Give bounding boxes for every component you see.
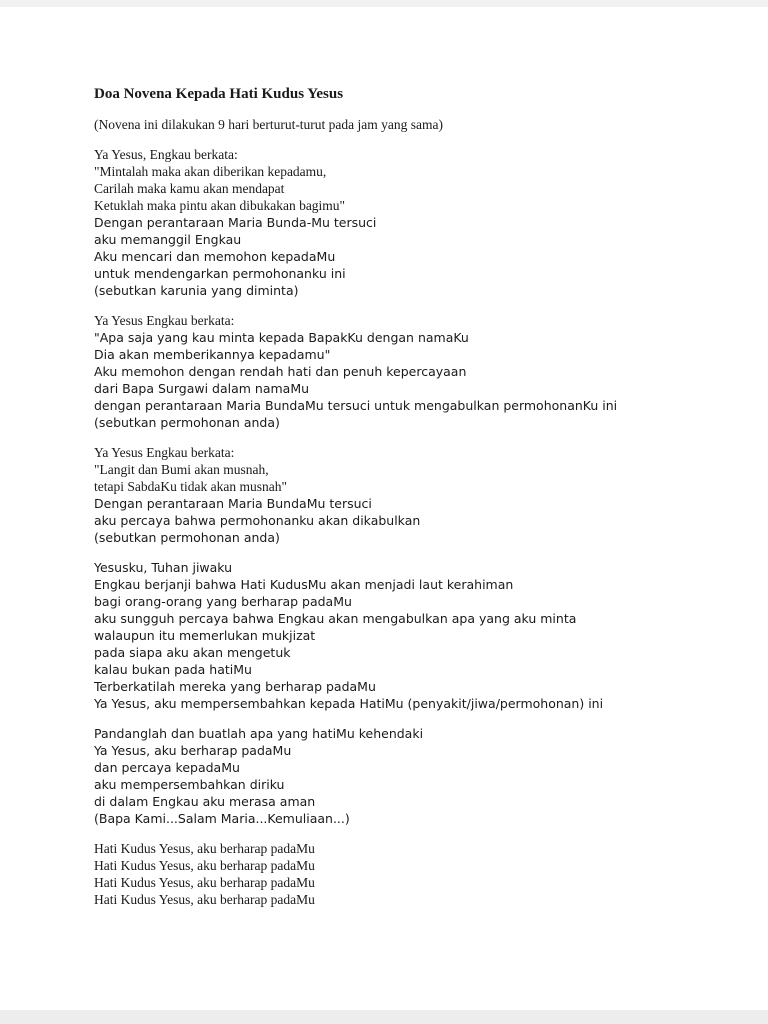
text-line: Hati Kudus Yesus, aku berharap padaMu bbox=[94, 875, 315, 890]
text-line: (Bapa Kami...Salam Maria...Kemuliaan...) bbox=[94, 811, 350, 826]
page-title: Doa Novena Kepada Hati Kudus Yesus bbox=[94, 86, 344, 102]
text-line: (sebutkan karunia yang diminta) bbox=[94, 283, 299, 298]
text-line: walaupun itu memerlukan mukjizat bbox=[94, 628, 316, 643]
text-line: Carilah maka kamu akan mendapat bbox=[94, 181, 285, 196]
document-content bbox=[94, 86, 712, 921]
stanza bbox=[94, 444, 712, 546]
text-line: aku percaya bahwa permohonanku akan dikabulkan bbox=[94, 513, 421, 528]
text-line: Ya Yesus, aku berharap padaMu bbox=[94, 743, 292, 758]
text-line: Aku memohon dengan rendah hati dan penuh kepercayaan bbox=[94, 364, 467, 379]
text-line: Ya Yesus, Engkau berkata: bbox=[94, 147, 238, 162]
text-line: Ya Yesus Engkau berkata: bbox=[94, 313, 235, 328]
text-line: "Apa saja yang kau minta kepada BapakKu dengan namaKu bbox=[94, 330, 469, 345]
text-line: tetapi SabdaKu tidak akan musnah" bbox=[94, 479, 287, 494]
text-line: Engkau berjanji bahwa Hati KudusMu akan menjadi laut kerahiman bbox=[94, 577, 514, 592]
text-line: pada siapa aku akan mengetuk bbox=[94, 645, 291, 660]
text-line: dari Bapa Surgawi dalam namaMu bbox=[94, 381, 310, 396]
text-line: Dia akan memberikannya kepadamu" bbox=[94, 347, 331, 362]
text-line: Hati Kudus Yesus, aku berharap padaMu bbox=[94, 841, 315, 856]
text-line: bagi orang-orang yang berharap padaMu bbox=[94, 594, 352, 609]
text-line: Ya Yesus Engkau berkata: bbox=[94, 445, 235, 460]
page-bottom-edge bbox=[0, 1010, 768, 1024]
text-line: dengan perantaraan Maria BundaMu tersuci untuk mengabulkan permohonanKu ini bbox=[94, 398, 618, 413]
text-line: aku memanggil Engkau bbox=[94, 232, 242, 247]
text-line: Hati Kudus Yesus, aku berharap padaMu bbox=[94, 858, 315, 873]
text-line: Ya Yesus, aku mempersembahkan kepada HatiMu (penyakit/jiwa/permohonan) ini bbox=[94, 696, 604, 711]
text-line: aku mempersembahkan diriku bbox=[94, 777, 285, 792]
text-line: Pandanglah dan buatlah apa yang hatiMu kehendaki bbox=[94, 726, 424, 741]
text-line: (sebutkan permohonan anda) bbox=[94, 530, 280, 545]
text-line: dan percaya kepadaMu bbox=[94, 760, 240, 775]
text-line: Dengan perantaraan Maria Bunda-Mu tersuci bbox=[94, 215, 377, 230]
text-line: Terberkatilah mereka yang berharap padaMu bbox=[94, 679, 376, 694]
stanza bbox=[94, 312, 712, 431]
text-line: Aku mencari dan memohon kepadaMu bbox=[94, 249, 336, 264]
text-line: untuk mendengarkan permohonanku ini bbox=[94, 266, 346, 281]
page-top-edge bbox=[0, 0, 768, 7]
text-line: Ketuklah maka pintu akan dibukakan bagimu" bbox=[94, 198, 346, 213]
text-line: Dengan perantaraan Maria BundaMu tersuci bbox=[94, 496, 372, 511]
text-line: "Mintalah maka akan diberikan kepadamu, bbox=[94, 164, 327, 179]
stanza bbox=[94, 725, 712, 827]
page-subtitle: (Novena ini dilakukan 9 hari berturut-turut pada jam yang sama) bbox=[94, 117, 444, 132]
stanza bbox=[94, 559, 712, 712]
text-line: (sebutkan permohonan anda) bbox=[94, 415, 280, 430]
stanza-list bbox=[94, 146, 712, 908]
text-line: kalau bukan pada hatiMu bbox=[94, 662, 252, 677]
text-line: aku sungguh percaya bahwa Engkau akan mengabulkan apa yang aku minta bbox=[94, 611, 577, 626]
text-line: di dalam Engkau aku merasa aman bbox=[94, 794, 316, 809]
text-line: Hati Kudus Yesus, aku berharap padaMu bbox=[94, 892, 315, 907]
stanza bbox=[94, 840, 712, 908]
text-line: "Langit dan Bumi akan musnah, bbox=[94, 462, 269, 477]
text-line: Yesusku, Tuhan jiwaku bbox=[94, 560, 233, 575]
stanza bbox=[94, 146, 712, 299]
